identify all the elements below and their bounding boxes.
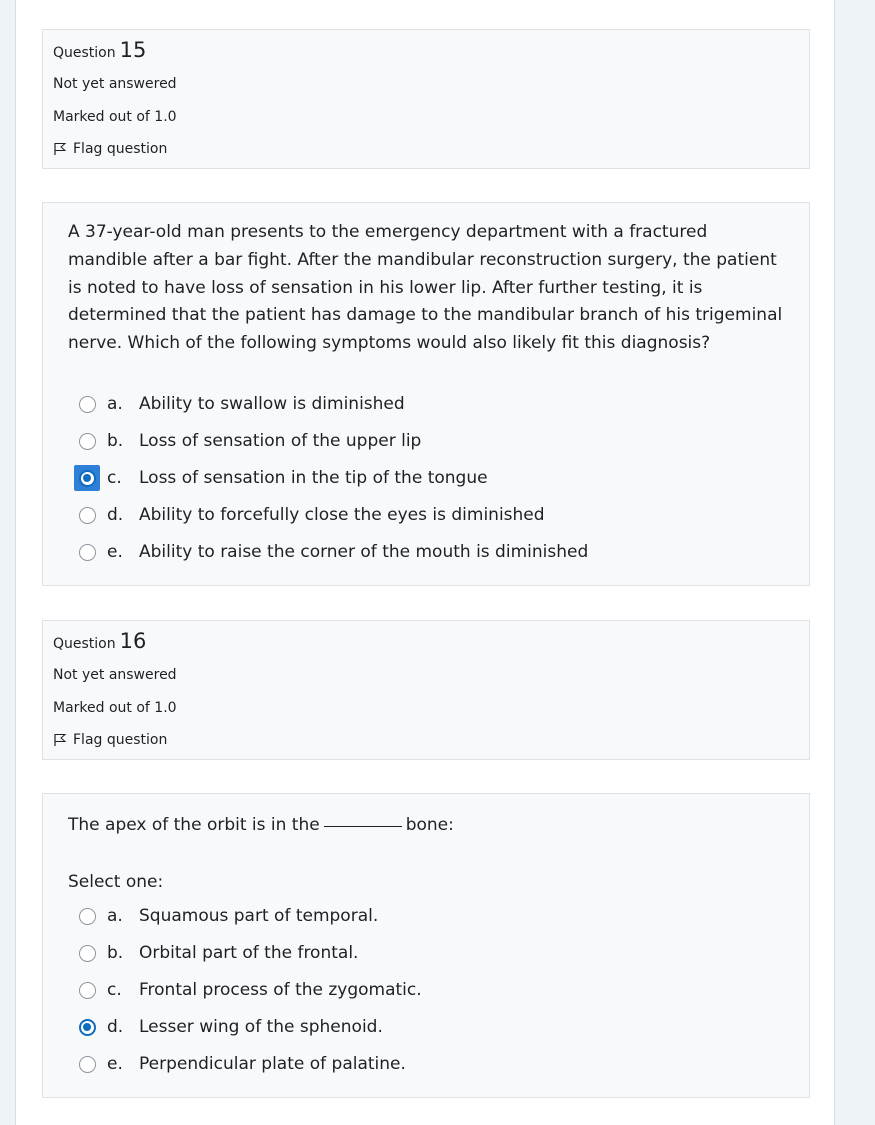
- question-number: 15: [119, 38, 147, 62]
- option-text: Squamous part of temporal.: [139, 906, 379, 927]
- option-letter: c.: [107, 468, 122, 489]
- question-16-text: [68, 812, 784, 840]
- question-15-title: [53, 38, 799, 68]
- question-16-title: [53, 629, 799, 659]
- answer-option-b[interactable]: [68, 935, 784, 972]
- answer-option-c[interactable]: [68, 972, 784, 1009]
- option-text: Lesser wing of the sphenoid.: [139, 1017, 383, 1038]
- question-label: Question: [53, 636, 116, 652]
- option-text: Orbital part of the frontal.: [139, 943, 359, 964]
- option-text: Loss of sensation of the upper lip: [139, 431, 422, 452]
- flag-question-16-button[interactable]: [53, 724, 799, 756]
- flag-question-15-button[interactable]: [53, 133, 799, 165]
- flag-question-label: Flag question: [73, 732, 168, 748]
- answer-option-d[interactable]: [68, 1009, 784, 1046]
- quiz-page: [15, 0, 835, 1125]
- question-15-text: A 37-year-old man presents to the emergency department with a fractured mandible after a bar fight. After the mandibular reconstruction surgery, the patient is noted to have loss of sensation in his lower lip. After further testing, it is determined that the patient has damage to the mandibular branch of his trigeminal nerve. Which of the following symptoms would also likely fit this diagnosis?: [68, 222, 783, 354]
- radio-button-a[interactable]: [79, 908, 96, 925]
- question-marks: Marked out of 1.0: [53, 108, 177, 125]
- option-letter: c.: [107, 980, 122, 1001]
- answer-option-a[interactable]: [68, 898, 784, 935]
- option-letter: b.: [107, 943, 124, 964]
- question-number: 16: [119, 629, 147, 653]
- radio-button-d[interactable]: [79, 1019, 96, 1036]
- option-letter: a.: [107, 906, 123, 927]
- answer-option-a[interactable]: [68, 386, 784, 423]
- answer-option-c[interactable]: [68, 460, 784, 497]
- answer-option-d[interactable]: [68, 497, 784, 534]
- option-letter: a.: [107, 394, 123, 415]
- radio-button-a[interactable]: [79, 396, 96, 413]
- option-letter: b.: [107, 431, 124, 452]
- option-text: Perpendicular plate of palatine.: [139, 1054, 406, 1075]
- question-status: Not yet answered: [53, 76, 177, 92]
- radio-button-c[interactable]: [79, 982, 96, 999]
- option-letter: d.: [107, 1017, 124, 1038]
- question-15-content: [42, 202, 810, 586]
- question-16-content: [42, 793, 810, 1098]
- question-16-answers: [68, 898, 784, 1083]
- question-16-info: [42, 620, 810, 760]
- question-15-info: [42, 29, 810, 169]
- radio-button-e[interactable]: [79, 1056, 96, 1073]
- option-letter: d.: [107, 505, 124, 526]
- question-text-end: bone:: [405, 815, 454, 835]
- radio-button-d[interactable]: [79, 507, 96, 524]
- answer-option-e[interactable]: [68, 534, 784, 571]
- question-text-start: The apex of the orbit is in the: [68, 815, 320, 835]
- option-text: Ability to raise the corner of the mouth is diminished: [139, 542, 589, 563]
- option-text: Ability to swallow is diminished: [139, 394, 405, 415]
- select-one-prompt: Select one:: [68, 871, 164, 892]
- question-status: Not yet answered: [53, 667, 177, 683]
- option-letter: e.: [107, 542, 123, 563]
- option-text: Loss of sensation in the tip of the tongue: [139, 468, 488, 489]
- radio-button-b[interactable]: [79, 945, 96, 962]
- option-text: Ability to forcefully close the eyes is diminished: [139, 505, 545, 526]
- option-letter: e.: [107, 1054, 123, 1075]
- radio-button-c[interactable]: [79, 470, 96, 487]
- question-marks: Marked out of 1.0: [53, 699, 177, 716]
- answer-option-e[interactable]: [68, 1046, 784, 1083]
- question-label: Question: [53, 45, 116, 61]
- blank-line: [324, 826, 402, 827]
- option-text: Frontal process of the zygomatic.: [139, 980, 422, 1001]
- answer-option-b[interactable]: [68, 423, 784, 460]
- radio-button-b[interactable]: [79, 433, 96, 450]
- radio-button-e[interactable]: [79, 544, 96, 561]
- flag-icon: [53, 733, 67, 747]
- question-15-answers: [68, 386, 784, 571]
- flag-icon: [53, 142, 67, 156]
- flag-question-label: Flag question: [73, 141, 168, 157]
